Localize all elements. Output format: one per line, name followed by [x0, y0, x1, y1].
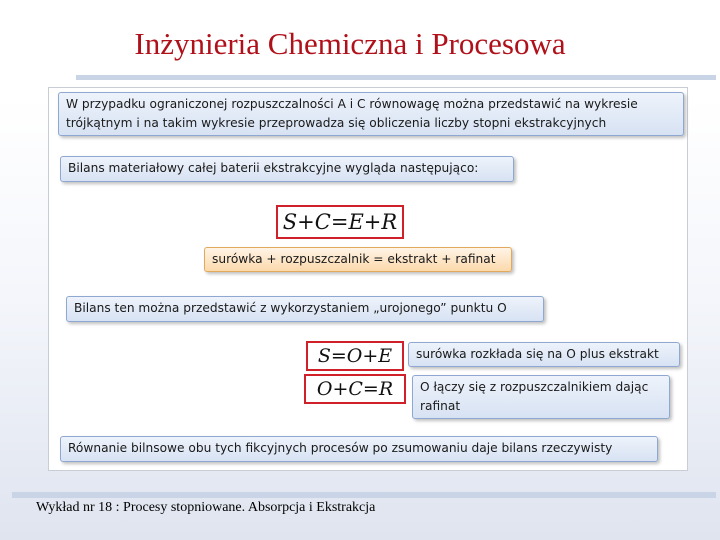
eq2-s: S	[317, 345, 331, 367]
eq3-equals: =	[362, 378, 379, 400]
eq2-e: E	[378, 345, 393, 367]
equation-total-balance	[276, 205, 404, 239]
eq2-o: O	[346, 345, 363, 367]
eq2-equals: =	[330, 345, 347, 367]
eq3-c: C	[348, 378, 363, 400]
eq1-equals: =	[330, 210, 349, 234]
intro-box: W przypadku ograniczonej rozpuszczalności A i C równowagę można przedstawić na wykresie trójkątnym i na takim wykresie przeprowadza się obliczenia liczby stopni ekstrakcyjnych	[58, 92, 684, 136]
eq3-o: O	[316, 378, 333, 400]
eq1-s: S	[282, 210, 298, 234]
footer-text: Wykład nr 18 : Procesy stopniowane. Absorpcja i Ekstrakcja	[36, 500, 376, 515]
eq1-plus: +	[297, 210, 315, 234]
eq3-r: R	[378, 378, 394, 400]
equation-combine	[304, 374, 406, 404]
split-label-box: surówka rozkłada się na O plus ekstrakt	[408, 342, 680, 367]
balance-header-box: Bilans materiałowy całej baterii ekstrakcyjne wygląda następująco:	[60, 156, 514, 182]
sum-label-box: Równanie bilnsowe obu tych fikcyjnych procesów po zsumowaniu daje bilans rzeczywisty	[60, 436, 658, 462]
combine-label-box: O łączy się z rozpuszczalnikiem dając rafinat	[412, 375, 670, 419]
equation-split	[306, 341, 404, 371]
eq3-plus: +	[332, 378, 349, 400]
footer-divider	[12, 492, 716, 498]
eq1-plus-2: +	[363, 210, 382, 234]
eq1-e: E	[348, 210, 364, 234]
slide-title: Inżynieria Chemiczna i Procesowa	[134, 26, 566, 61]
eq1-r: R	[381, 210, 398, 234]
point-o-box: Bilans ten można przedstawić z wykorzystaniem „urojonego” punktu O	[66, 296, 544, 322]
words-balance-box: surówka + rozpuszczalnik = ekstrakt + rafinat	[204, 247, 512, 272]
title-divider	[76, 75, 716, 80]
eq2-plus: +	[362, 345, 379, 367]
eq1-c: C	[314, 210, 331, 234]
